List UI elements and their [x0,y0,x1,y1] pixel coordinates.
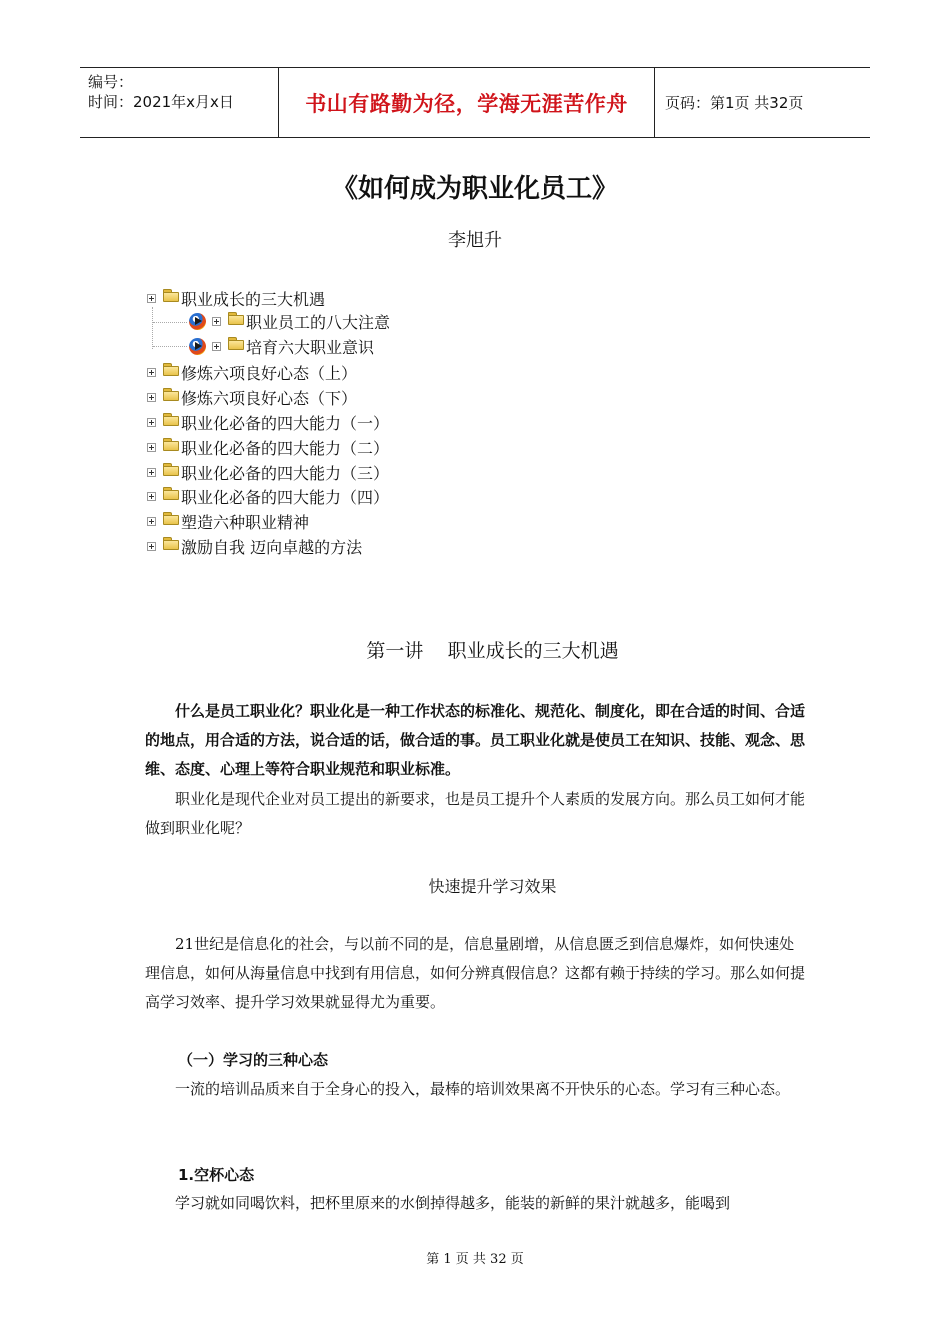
subsection-paragraph-2: 学习就如同喝饮料，把杯里原来的水倒掉得越多，能装的新鲜的果汁就越多，能喝到 [175,1194,731,1212]
folder-icon [163,363,179,376]
folder-icon [163,388,179,401]
folder-icon [163,438,179,451]
tree-item-label: 激励自我 迈向卓越的方法 [181,537,363,557]
header-motto: 书山有路勤为径，学海无涯苦作舟 [279,68,655,137]
document-header [80,67,870,138]
tree-item-root1[interactable] [147,287,325,309]
tree-item-label: 职业化必备的四大能力（四） [181,487,390,507]
media-play-icon[interactable] [189,313,206,330]
expand-icon[interactable] [147,368,156,377]
expand-icon[interactable] [212,317,221,326]
tree-item-5[interactable] [147,436,389,458]
lecture-title: 第一讲 职业成长的三大机遇 [366,640,619,662]
folder-icon [163,463,179,476]
tree-item-label: 职业化必备的四大能力（一） [181,413,390,433]
tree-item-label: 培育六大职业意识 [246,337,375,357]
subsection-heading-2: 1.空杯心态 [178,1166,255,1184]
intro-paragraph-2: 职业化是现代企业对员工提出的新要求，也是员工提升个人素质的发展方向。那么员工如何才能做到职业化呢？ [145,790,806,837]
tree-item-3[interactable] [147,386,357,408]
document-title: 《如何成为职业化员工》 [331,174,618,204]
expand-icon[interactable] [147,517,156,526]
expand-icon[interactable] [147,492,156,501]
page-footer: 第 1 页 共 32 页 [426,1252,524,1267]
tree-item-8[interactable] [147,510,309,532]
folder-icon [163,413,179,426]
folder-icon [163,512,179,525]
tree-item-label: 职业化必备的四大能力（三） [181,463,390,483]
tree-item-4[interactable] [147,411,389,433]
expand-icon[interactable] [147,468,156,477]
subsection-heading: （一）学习的三种心态 [178,1051,329,1069]
folder-icon [163,487,179,500]
folder-icon [228,312,244,325]
section-title: 快速提升学习效果 [428,877,557,896]
tree-item-label: 修炼六项良好心态（上） [181,363,358,383]
tree-item-label: 职业员工的八大注意 [246,312,391,332]
media-play-icon[interactable] [189,338,206,355]
expand-icon[interactable] [147,542,156,551]
tree-item-label: 塑造六种职业精神 [181,512,310,532]
tree-item-label: 职业化必备的四大能力（二） [181,438,390,458]
tree-item-label: 修炼六项良好心态（下） [181,388,358,408]
tree-connector [153,346,187,347]
header-page-label: 页码：第1页 共32页 [665,94,804,112]
section-paragraph: 21世纪是信息化的社会，与以前不同的是，信息量剧增，从信息匮乏到信息爆炸，如何快速处理信息，如何从海量信息中找到有用信息，如何分辨真假信息？这都有赖于持续的学习。那么如何提高学习效率、提升学习效果就显得尤为重要。 [145,935,806,1011]
expand-icon[interactable] [147,418,156,427]
number-label: 编号： [88,73,134,91]
tree-item-9[interactable] [147,535,362,557]
tree-item-2[interactable] [147,361,357,383]
subsection-paragraph: 一流的培训品质来自于全身心的投入，最棒的培训效果离不开快乐的心态。学习有三种心态。 [175,1080,791,1098]
tree-connector [152,307,153,349]
expand-icon[interactable] [147,443,156,452]
time-label: 时间：2021年x月x日 [88,93,234,111]
header-meta [80,68,279,137]
expand-icon[interactable] [147,294,156,303]
expand-icon[interactable] [212,342,221,351]
tree-item-child2[interactable] [189,335,374,357]
folder-icon [163,289,179,302]
tree-item-label: 职业成长的三大机遇 [181,289,326,309]
intro-paragraph: 什么是员工职业化？职业化是一种工作状态的标准化、规范化、制度化，即在合适的时间、合适的地点，用合适的方法，说合适的话，做合适的事。员工职业化就是使员工在知识、技能、观念、思维、态度、心理上等符合职业规范和职业标准。 [145,702,806,778]
author: 李旭升 [448,230,502,251]
expand-icon[interactable] [147,393,156,402]
tree-item-child1[interactable] [189,310,390,332]
tree-connector [153,322,187,323]
tree-item-6[interactable] [147,461,389,483]
folder-icon [163,537,179,550]
folder-icon [228,337,244,350]
tree-item-7[interactable] [147,485,389,507]
